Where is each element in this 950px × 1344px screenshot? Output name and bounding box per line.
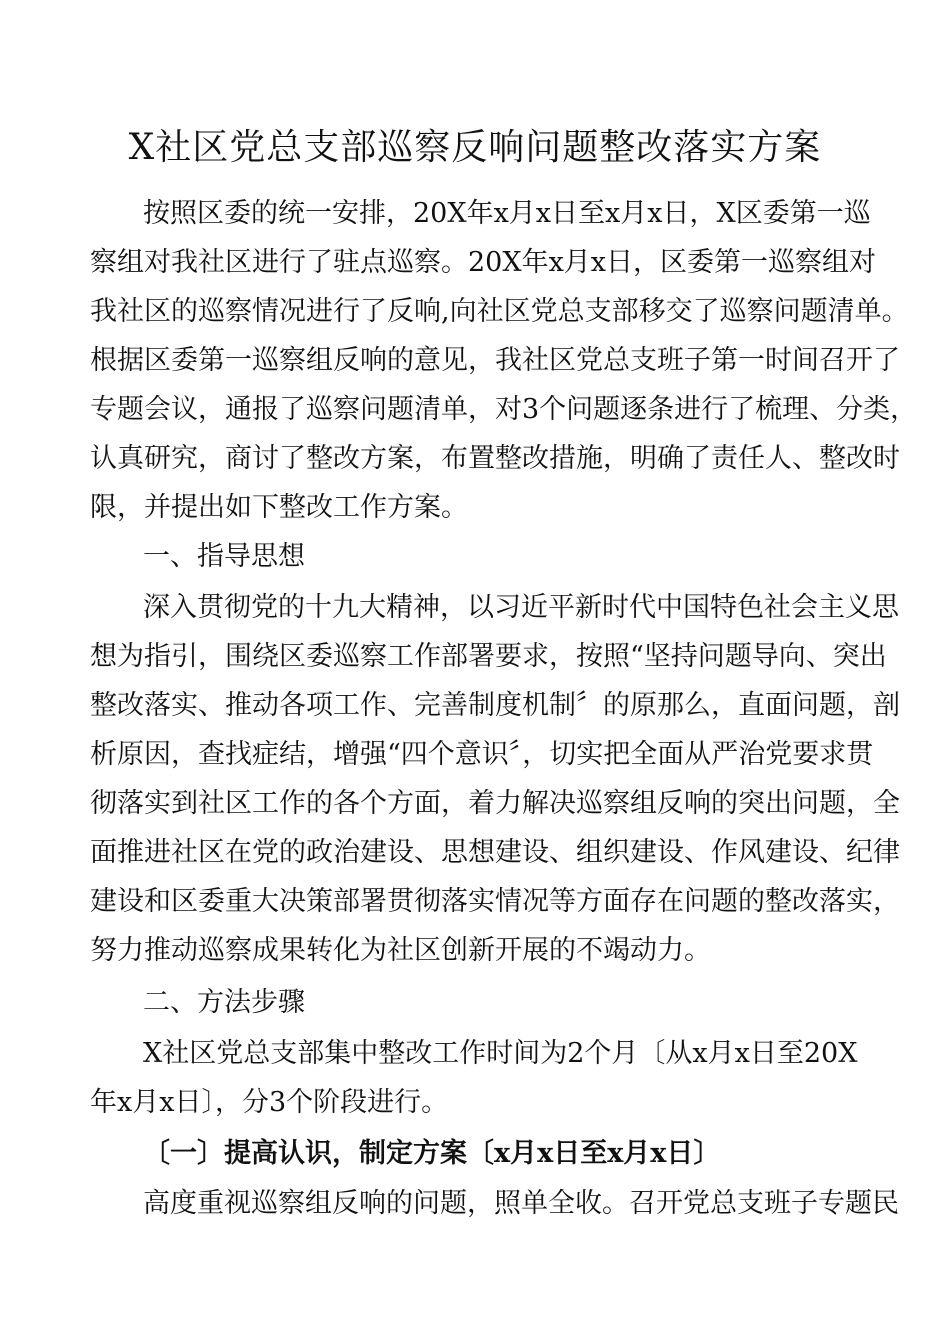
paragraph-line: 限，并提出如下整改工作方案。	[90, 492, 468, 523]
paragraph-line: 面推进社区在党的政治建设、思想建设、组织建设、作风建设、纪律	[90, 837, 900, 868]
paragraph-line: X社区党总支部集中整改工作时间为2个月〔从x月x日至20X	[143, 1038, 858, 1069]
section-heading-methods-steps: 二、方法步骤	[143, 987, 305, 1018]
paragraph-line: 高度重视巡察组反响的问题，照单全收。召开党总支班子专题民	[143, 1188, 899, 1219]
paragraph-line: 察组对我社区进行了驻点巡察。20X年x月x日，区委第一巡察组对	[90, 247, 877, 278]
paragraph-line: 专题会议，通报了巡察问题清单，对3个问题逐条进行了梳理、分类，	[90, 394, 918, 425]
section-heading-guiding-thought: 一、指导思想	[143, 541, 305, 572]
paragraph-line: 年x月x日〕，分3个阶段进行。	[90, 1087, 449, 1118]
paragraph-line: 想为指引，围绕区委巡察工作部署要求，按照“坚持问题导向、突出	[90, 641, 887, 672]
paragraph-line: 彻落实到社区工作的各个方面，着力解决巡察组反响的突出问题，全	[90, 788, 900, 819]
document-title: X社区党总支部巡察反响问题整改落实方案	[128, 127, 822, 168]
paragraph-line: 认真研究，商讨了整改方案，布置整改措施，明确了责任人、整改时	[90, 443, 900, 474]
paragraph-line: 析原因，查找症结，增强“四个意识〞，切实把全面从严治党要求贯	[90, 739, 874, 770]
paragraph-line: 根据区委第一巡察组反响的意见，我社区党总支班子第一时间召开了	[90, 345, 900, 376]
paragraph-line: 努力推动巡察成果转化为社区创新开展的不竭动力。	[90, 935, 711, 966]
paragraph-line: 建设和区委重大决策部署贯彻落实情况等方面存在问题的整改落实，	[90, 886, 900, 917]
paragraph-line: 深入贯彻党的十九大精神，以习近平新时代中国特色社会主义思	[143, 592, 899, 623]
paragraph-line: 整改落实、推动各项工作、完善制度机制〞的原那么，直面问题，剖	[90, 690, 900, 721]
paragraph-line: 我社区的巡察情况进行了反响,向社区党总支部移交了巡察问题清单。	[90, 296, 909, 327]
paragraph-line: 按照区委的统一安排，20X年x月x日至x月x日，X区委第一巡	[143, 198, 871, 229]
subsection-heading-stage-one: 〔一〕提高认识，制定方案〔x月x日至x月x日〕	[143, 1138, 721, 1169]
